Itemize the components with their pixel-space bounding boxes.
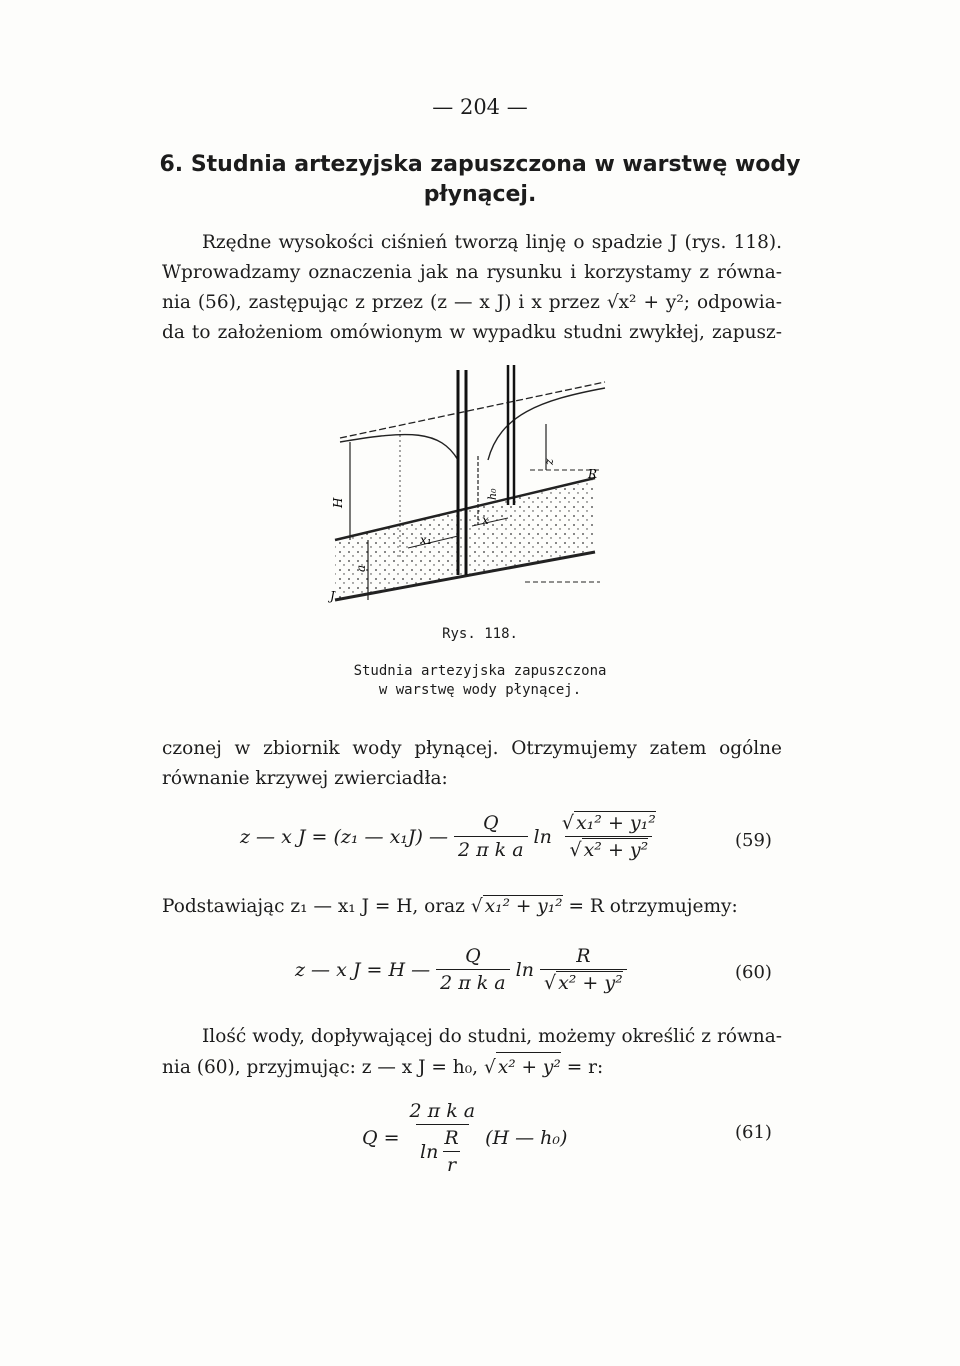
- piezometric-line: [340, 382, 605, 438]
- eq60-number: (60): [735, 962, 772, 983]
- eq60-numerator: Q: [465, 945, 481, 967]
- text-line: da to założeniom omówionym w wypadku studni zwykłej, zapusz-: [162, 322, 782, 343]
- figure-caption-line1: Studnia artezyjska zapuszczona: [353, 663, 607, 679]
- label-a: a: [354, 564, 368, 572]
- text-line: czonej w zbiornik wody płynącej. Otrzymujemy zatem ogólne: [162, 738, 782, 759]
- eq60-log-fraction: $\frac{R}{\text{√ x² + y²}}$: [540, 945, 627, 994]
- figure-118-diagram: [320, 360, 620, 610]
- text-line: nia (56), zastępując z przez (z — x J) i x przez √x² + y²; odpowia-: [162, 292, 782, 313]
- eq61-numerator: 2 π k a: [409, 1100, 476, 1122]
- label-R: R: [588, 467, 598, 481]
- eq61-den-bottom: r: [443, 1151, 460, 1176]
- eq59-fraction: [454, 812, 528, 861]
- figure-caption-number: Rys. 118.: [442, 626, 518, 642]
- text-line: równanie krzywej zwierciadła:: [162, 768, 448, 789]
- eq61-den-top: R: [444, 1127, 459, 1149]
- substitution-suffix: = R otrzymujemy:: [568, 896, 738, 917]
- para3-line2-suffix: = r:: [566, 1057, 604, 1078]
- eq60-lhs: z — x J = H —: [295, 958, 431, 981]
- label-H: H: [331, 497, 345, 508]
- eq60-denominator: 2 π k a: [436, 969, 510, 994]
- equation-61: [362, 1100, 567, 1176]
- section-title-cont: płynącej.: [423, 182, 537, 207]
- eq59-numerator: Q: [482, 812, 499, 834]
- paragraph-2: [162, 734, 782, 794]
- label-x1: x₁: [420, 533, 432, 547]
- label-h0: h₀: [486, 488, 499, 500]
- label-x: x: [482, 513, 489, 527]
- eq61-number: (61): [735, 1122, 772, 1143]
- drawdown-curve-left: [340, 435, 458, 460]
- eq59-ln: ln: [533, 825, 552, 848]
- page-number: — 204 —: [432, 95, 528, 119]
- equation-59: [240, 812, 666, 861]
- para3-line2-prefix: nia (60), przyjmując: z — x J = h₀,: [162, 1057, 479, 1078]
- substitution-sqrt: x₁² + y₁²: [484, 896, 563, 917]
- eq59-sqrt-top: x₁² + y₁²: [575, 812, 656, 834]
- para3-line2-sqrt: x² + y²: [496, 1052, 561, 1083]
- figure-caption-line2: w warstwę wody płynącej.: [378, 682, 582, 698]
- paragraph-3-line2: nia (60), przyjmując: z — x J = h₀, √ x² + y² = r:: [162, 1052, 603, 1083]
- paragraph-3: [162, 1022, 782, 1052]
- label-J: J: [330, 589, 335, 603]
- eq59-sqrt-fraction: $\frac{\text{√ x₁² + y₁²}}{\text{√ x² + y²}}$: [561, 812, 656, 861]
- label-z: z: [542, 458, 556, 465]
- eq60-sqrt-bottom: x² + y²: [558, 972, 623, 994]
- eq61-rhs: (H — h₀): [485, 1127, 568, 1149]
- eq59-sqrt-bottom: x² + y²: [583, 839, 649, 861]
- eq61-den-ln: ln: [420, 1140, 439, 1163]
- intro-paragraph: [162, 228, 782, 348]
- text-line: Wprowadzamy oznaczenia jak na rysunku i korzystamy z równa-: [162, 262, 782, 283]
- eq60-frac-top: R: [576, 945, 591, 967]
- substitution-prefix: Podstawiając z₁ — x₁ J = H, oraz: [162, 896, 465, 917]
- eq59-lhs: z — x J = (z₁ — x₁J) —: [240, 825, 448, 848]
- text-line: Rzędne wysokości ciśnień tworzą linję o spadzie J (rys. 118).: [202, 232, 782, 253]
- eq59-denominator: 2 π k a: [454, 836, 528, 861]
- text-line: Ilość wody, dopływającej do studni, możemy określić z równa-: [202, 1026, 782, 1047]
- section-title: 6. Studnia artezyjska zapuszczona w warstwę wody: [159, 152, 801, 177]
- eq61-lhs: Q =: [362, 1127, 400, 1149]
- eq61-fraction: [406, 1100, 480, 1176]
- substitution-line: Podstawiając z₁ — x₁ J = H, oraz √ x₁² + y₁² = R otrzymujemy:: [162, 896, 738, 917]
- equation-60: [295, 945, 633, 994]
- eq59-number: (59): [735, 830, 772, 851]
- eq60-ln: ln: [515, 958, 534, 981]
- eq60-fraction: [436, 945, 510, 994]
